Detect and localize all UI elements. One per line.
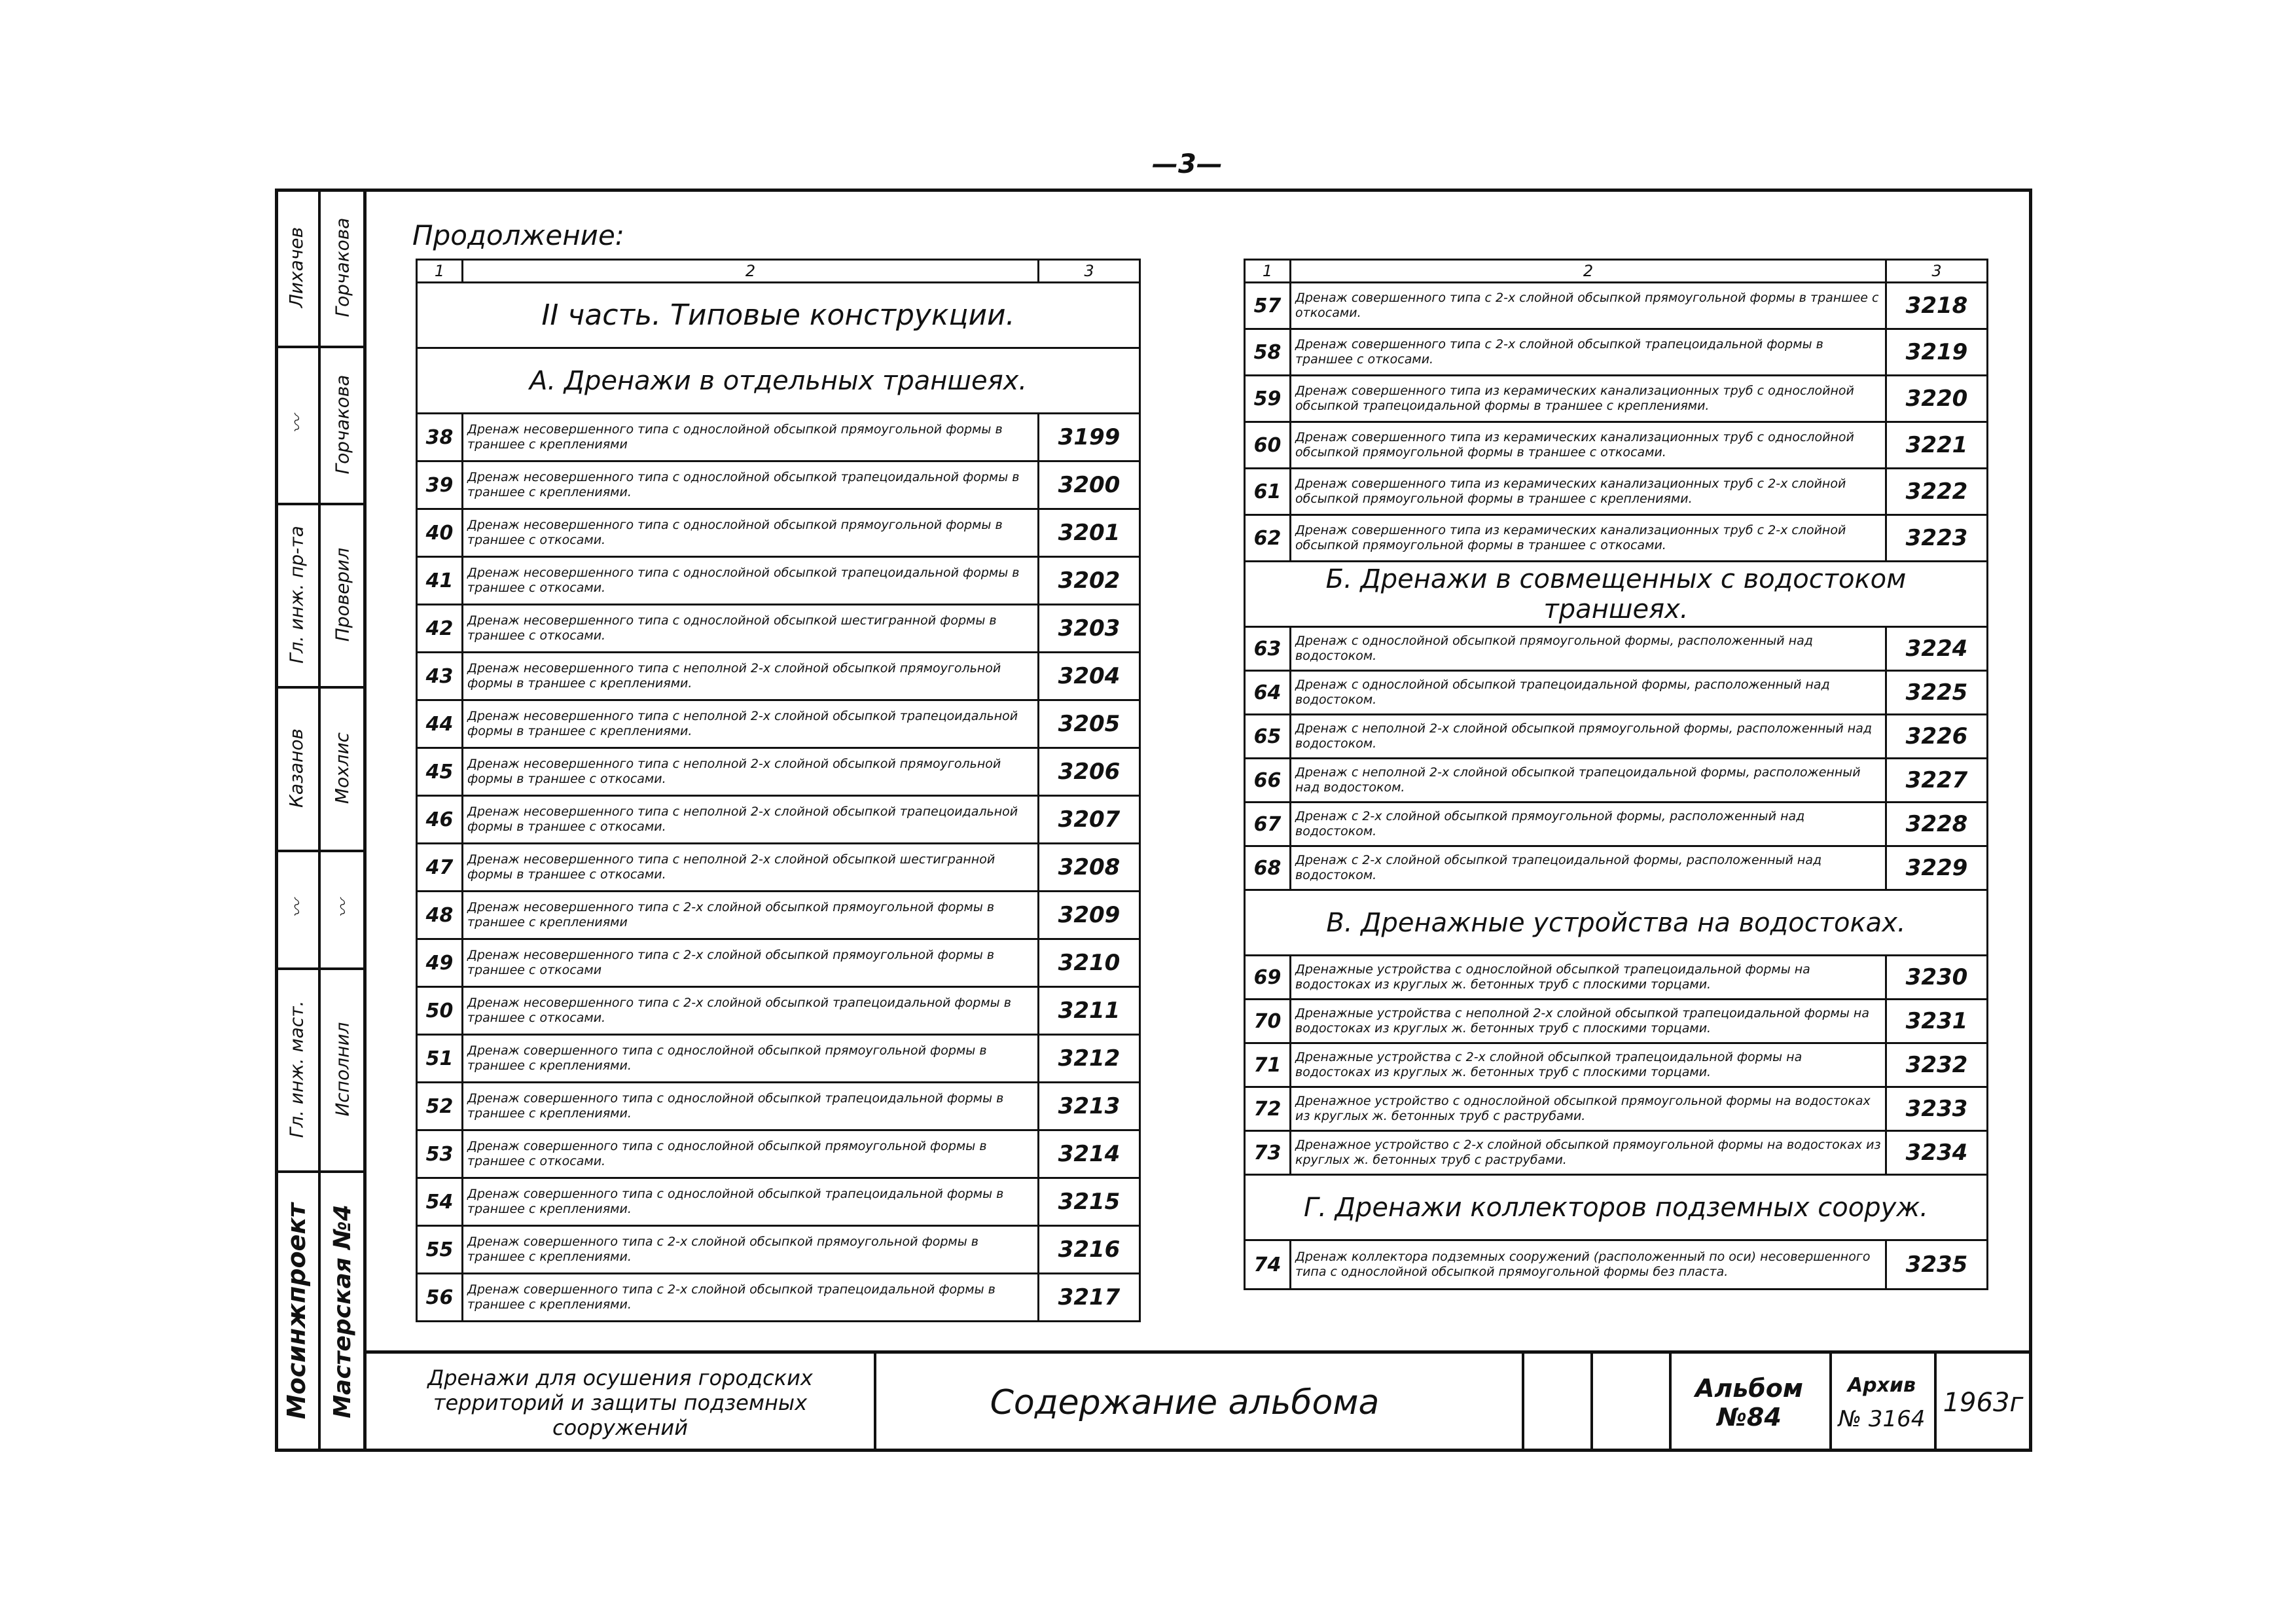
column-header: 2	[1291, 260, 1886, 283]
blank-cell	[1590, 1354, 1672, 1452]
item-number: 66	[1245, 759, 1291, 803]
side-name: Горчакова	[331, 374, 353, 474]
column-header: 3	[1039, 260, 1140, 283]
side-name: Исполнил	[331, 1021, 353, 1117]
album-number: Альбом №84	[1669, 1354, 1832, 1452]
side-row	[275, 686, 363, 852]
item-page: 3223	[1886, 515, 1988, 562]
item-description: Дренаж несовершенного типа с однослойной обсыпкой трапецоидальной формы в траншее с откосами.	[463, 557, 1039, 605]
blank-cell	[1522, 1354, 1593, 1452]
item-page: 3202	[1039, 557, 1140, 605]
item-description: Дренаж несовершенного типа с неполной 2-х слойной обсыпкой прямоугольной формы в траншее с откосами.	[463, 748, 1039, 796]
item-description: Дренаж совершенного типа с 2-х слойной обсыпкой прямоугольной формы в траншее с откосами.	[1291, 283, 1886, 329]
table-row	[417, 414, 1140, 461]
item-number: 53	[417, 1130, 463, 1178]
table-row	[417, 557, 1140, 605]
table-row	[1245, 627, 1988, 671]
item-number: 69	[1245, 956, 1291, 1000]
table-row	[1245, 1240, 1988, 1290]
item-number: 47	[417, 844, 463, 892]
column-header: 3	[1886, 260, 1988, 283]
item-page: 3231	[1886, 1000, 1988, 1043]
item-number: 39	[417, 461, 463, 509]
section-title: А. Дренажи в отдельных траншеях.	[417, 348, 1140, 414]
table-row	[1245, 1000, 1988, 1043]
item-number: 68	[1245, 846, 1291, 890]
item-number: 38	[417, 414, 463, 461]
item-description: Дренаж несовершенного типа с однослойной обсыпкой трапецоидальной формы в траншее с креплениями.	[463, 461, 1039, 509]
item-number: 63	[1245, 627, 1291, 671]
item-number: 41	[417, 557, 463, 605]
item-page: 3214	[1039, 1130, 1140, 1178]
item-description: Дренаж с 2-х слойной обсыпкой трапецоидальной формы, расположенный над водостоком.	[1291, 846, 1886, 890]
item-number: 72	[1245, 1087, 1291, 1131]
item-description: Дренаж несовершенного типа с 2-х слойной обсыпкой трапецоидальной формы в траншее с откосами.	[463, 987, 1039, 1035]
item-number: 61	[1245, 469, 1291, 515]
table-row	[417, 939, 1140, 987]
part-title: II часть. Типовые конструкции.	[417, 283, 1140, 348]
item-description: Дренажные устройства с неполной 2-х слойной обсыпкой трапецоидальной формы на водостоках из круглых ж. бетонных труб с плоскими торцами.	[1291, 1000, 1886, 1043]
item-page: 3227	[1886, 759, 1988, 803]
item-number: 51	[417, 1035, 463, 1083]
table-row	[417, 1226, 1140, 1274]
item-page: 3233	[1886, 1087, 1988, 1131]
item-description: Дренажные устройства с однослойной обсыпкой трапецоидальной формы на водостоках из круглых ж. бетонных труб с плоскими торцами.	[1291, 956, 1886, 1000]
item-number: 44	[417, 700, 463, 748]
side-role: Гл. инж. маст.	[285, 1000, 308, 1138]
item-number: 46	[417, 796, 463, 844]
item-description: Дренаж совершенного типа из керамических канализационных труб с 2-х слойной обсыпкой прямоугольной формы в траншее с откосами.	[1291, 515, 1886, 562]
item-number: 64	[1245, 671, 1291, 715]
table-row	[417, 748, 1140, 796]
item-number: 71	[1245, 1043, 1291, 1087]
item-page: 3208	[1039, 844, 1140, 892]
item-number: 56	[417, 1274, 463, 1322]
item-number: 43	[417, 653, 463, 700]
item-page: 3211	[1039, 987, 1140, 1035]
item-page: 3212	[1039, 1035, 1140, 1083]
item-page: 3224	[1886, 627, 1988, 671]
item-description: Дренаж совершенного типа с однослойной обсыпкой прямоугольной формы в траншее с откосами.	[463, 1130, 1039, 1178]
item-page: 3221	[1886, 422, 1988, 469]
side-stamp-panel	[275, 189, 367, 1452]
item-description: Дренаж несовершенного типа с 2-х слойной обсыпкой прямоугольной формы в траншее с креплениями	[463, 892, 1039, 939]
item-page: 3234	[1886, 1131, 1988, 1175]
item-page: 3216	[1039, 1226, 1140, 1274]
item-page: 3205	[1039, 700, 1140, 748]
continuation-label: Продолжение:	[412, 219, 624, 251]
table-row	[1245, 422, 1988, 469]
item-description: Дренаж несовершенного типа с неполной 2-х слойной обсыпкой шестигранной формы в траншее с откосами.	[463, 844, 1039, 892]
item-description: Дренаж несовершенного типа с неполной 2-х слойной обсыпкой трапецоидальной формы в траншее с креплениями.	[463, 700, 1039, 748]
table-row	[1245, 376, 1988, 422]
item-page: 3232	[1886, 1043, 1988, 1087]
year: 1963г	[1943, 1388, 2024, 1418]
item-description: Дренаж с однослойной обсыпкой трапецоидальной формы, расположенный над водостоком.	[1291, 671, 1886, 715]
table-row	[417, 509, 1140, 557]
table-row	[1245, 715, 1988, 759]
item-description: Дренаж коллектора подземных сооружений (расположенный по оси) несовершенного типа с однослойной обсыпкой прямоугольной формы без пласта.	[1291, 1240, 1886, 1290]
item-page: 3215	[1039, 1178, 1140, 1226]
item-number: 52	[417, 1083, 463, 1130]
item-number: 57	[1245, 283, 1291, 329]
item-page: 3217	[1039, 1274, 1140, 1322]
side-role: Лихачев	[285, 226, 308, 308]
sheet-title: Содержание альбома	[848, 1354, 1524, 1452]
item-page: 3220	[1886, 376, 1988, 422]
table-row	[1245, 329, 1988, 376]
item-number: 67	[1245, 803, 1291, 846]
item-description: Дренаж совершенного типа с однослойной обсыпкой трапецоидальной формы в траншее с креплениями.	[463, 1178, 1039, 1226]
table-row	[1245, 1087, 1988, 1131]
archive-number: № 3164	[1838, 1405, 1926, 1432]
item-page: 3222	[1886, 469, 1988, 515]
item-description: Дренаж несовершенного типа с неполной 2-х слойной обсыпкой трапецоидальной формы в траншее с откосами.	[463, 796, 1039, 844]
item-description: Дренаж совершенного типа из керамических канализационных труб с 2-х слойной обсыпкой прямоугольной формы в траншее с креплениями.	[1291, 469, 1886, 515]
item-page: 3225	[1886, 671, 1988, 715]
item-page: 3226	[1886, 715, 1988, 759]
item-page: 3235	[1886, 1240, 1988, 1290]
item-number: 58	[1245, 329, 1291, 376]
side-row	[275, 503, 363, 689]
item-description: Дренаж несовершенного типа с однослойной обсыпкой шестигранной формы в траншее с откосами.	[463, 605, 1039, 653]
table-row	[1245, 671, 1988, 715]
table-row	[417, 844, 1140, 892]
page-number: —3—	[1152, 149, 1223, 179]
side-role: Мосинжпроект	[282, 1202, 312, 1420]
table-row	[1245, 803, 1988, 846]
side-row	[275, 850, 363, 970]
signature-mark: 〰	[332, 899, 354, 918]
item-number: 48	[417, 892, 463, 939]
item-number: 42	[417, 605, 463, 653]
signature-mark: 〰	[286, 899, 308, 918]
table-row	[417, 653, 1140, 700]
table-row	[417, 1178, 1140, 1226]
item-page: 3203	[1039, 605, 1140, 653]
item-description: Дренаж совершенного типа с однослойной обсыпкой трапецоидальной формы в траншее с креплениями.	[463, 1083, 1039, 1130]
item-description: Дренаж несовершенного типа с неполной 2-х слойной обсыпкой прямоугольной формы в траншее с креплениями.	[463, 653, 1039, 700]
item-description: Дренаж совершенного типа с 2-х слойной обсыпкой трапецоидальной формы в траншее с откосами.	[1291, 329, 1886, 376]
item-number: 62	[1245, 515, 1291, 562]
table-row	[417, 1274, 1140, 1322]
item-description: Дренаж несовершенного типа с 2-х слойной обсыпкой прямоугольной формы в траншее с откосами	[463, 939, 1039, 987]
side-row	[275, 346, 363, 505]
table-row	[1245, 283, 1988, 329]
archive-label: Архив	[1847, 1373, 1916, 1397]
item-number: 45	[417, 748, 463, 796]
item-page: 3200	[1039, 461, 1140, 509]
side-role: Гл. инж. пр-та	[285, 525, 308, 664]
table-row	[417, 1035, 1140, 1083]
column-header: 1	[417, 260, 463, 283]
side-row	[275, 1170, 363, 1452]
item-page: 3219	[1886, 329, 1988, 376]
item-description: Дренаж совершенного типа с однослойной обсыпкой прямоугольной формы в траншее с креплениями.	[463, 1035, 1039, 1083]
item-page: 3210	[1039, 939, 1140, 987]
side-role: Казанов	[285, 728, 308, 808]
table-row	[1245, 469, 1988, 515]
table-row	[1245, 956, 1988, 1000]
table-row	[417, 796, 1140, 844]
column-header: 1	[1245, 260, 1291, 283]
item-page: 3209	[1039, 892, 1140, 939]
table-row	[1245, 1043, 1988, 1087]
item-description: Дренаж с неполной 2-х слойной обсыпкой трапецоидальной формы, расположенный над водостоком.	[1291, 759, 1886, 803]
table-row	[417, 892, 1140, 939]
item-number: 55	[417, 1226, 463, 1274]
item-description: Дренаж совершенного типа из керамических канализационных труб с однослойной обсыпкой трапецоидальной формы в траншее с креплениями.	[1291, 376, 1886, 422]
item-description: Дренажное устройство с однослойной обсыпкой прямоугольной формы на водостоках из круглых ж. бетонных труб с раструбами.	[1291, 1087, 1886, 1131]
side-row	[275, 189, 363, 348]
table-row	[417, 987, 1140, 1035]
item-number: 60	[1245, 422, 1291, 469]
item-description: Дренаж с неполной 2-х слойной обсыпкой прямоугольной формы, расположенный над водостоком.	[1291, 715, 1886, 759]
item-number: 70	[1245, 1000, 1291, 1043]
table-row	[1245, 1131, 1988, 1175]
item-description: Дренаж совершенного типа из керамических канализационных труб с однослойной обсыпкой прямоугольной формы в траншее с откосами.	[1291, 422, 1886, 469]
section-title: Б. Дренажи в совмещенных с водостоком траншеях.	[1245, 562, 1988, 627]
item-page: 3218	[1886, 283, 1988, 329]
item-description: Дренаж несовершенного типа с однослойной обсыпкой прямоугольной формы в траншее с креплениями	[463, 414, 1039, 461]
table-row	[1245, 846, 1988, 890]
archive-cell	[1829, 1354, 1937, 1452]
section-title: В. Дренажные устройства на водостоках.	[1245, 890, 1988, 956]
item-page: 3204	[1039, 653, 1140, 700]
item-number: 54	[417, 1178, 463, 1226]
item-description: Дренаж с однослойной обсыпкой прямоугольной формы, расположенный над водостоком.	[1291, 627, 1886, 671]
item-number: 73	[1245, 1131, 1291, 1175]
item-number: 50	[417, 987, 463, 1035]
item-description: Дренаж совершенного типа с 2-х слойной обсыпкой прямоугольной формы в траншее с креплениями.	[463, 1226, 1039, 1274]
item-description: Дренаж несовершенного типа с однослойной обсыпкой прямоугольной формы в траншее с откосами.	[463, 509, 1039, 557]
item-page: 3199	[1039, 414, 1140, 461]
table-row	[417, 1130, 1140, 1178]
table-row	[417, 605, 1140, 653]
item-description: Дренажные устройства с 2-х слойной обсыпкой трапецоидальной формы на водостоках из круглых ж. бетонных труб с плоскими торцами.	[1291, 1043, 1886, 1087]
item-description: Дренаж совершенного типа с 2-х слойной обсыпкой трапецоидальной формы в траншее с креплениями.	[463, 1274, 1039, 1322]
signature-mark: 〰	[286, 414, 308, 434]
item-page: 3206	[1039, 748, 1140, 796]
column-header: 2	[463, 260, 1039, 283]
item-page: 3201	[1039, 509, 1140, 557]
contents-table-right	[1244, 259, 1988, 1290]
side-name: Мохлис	[331, 732, 353, 804]
side-row	[275, 967, 363, 1173]
item-number: 74	[1245, 1240, 1291, 1290]
section-title: Г. Дренажи коллекторов подземных сооруж.	[1245, 1175, 1988, 1240]
item-page: 3213	[1039, 1083, 1140, 1130]
side-name: Мастерская №4	[329, 1204, 356, 1418]
side-name: Горчакова	[331, 217, 353, 317]
item-page: 3230	[1886, 956, 1988, 1000]
table-row	[1245, 759, 1988, 803]
table-row	[1245, 515, 1988, 562]
item-page: 3228	[1886, 803, 1988, 846]
table-row	[417, 1083, 1140, 1130]
item-page: 3229	[1886, 846, 1988, 890]
project-title: Дренажи для осушения городских территорий и защиты подземных сооружений	[367, 1354, 876, 1452]
table-row	[417, 461, 1140, 509]
item-description: Дренаж с 2-х слойной обсыпкой прямоугольной формы, расположенный над водостоком.	[1291, 803, 1886, 846]
side-name: Проверил	[331, 547, 353, 641]
contents-table-left	[416, 259, 1141, 1322]
item-number: 49	[417, 939, 463, 987]
item-number: 59	[1245, 376, 1291, 422]
item-number: 65	[1245, 715, 1291, 759]
table-row	[417, 700, 1140, 748]
item-description: Дренажное устройство с 2-х слойной обсыпкой прямоугольной формы на водостоках из круглых ж. бетонных труб с раструбами.	[1291, 1131, 1886, 1175]
item-page: 3207	[1039, 796, 1140, 844]
item-number: 40	[417, 509, 463, 557]
title-block	[367, 1350, 2032, 1452]
